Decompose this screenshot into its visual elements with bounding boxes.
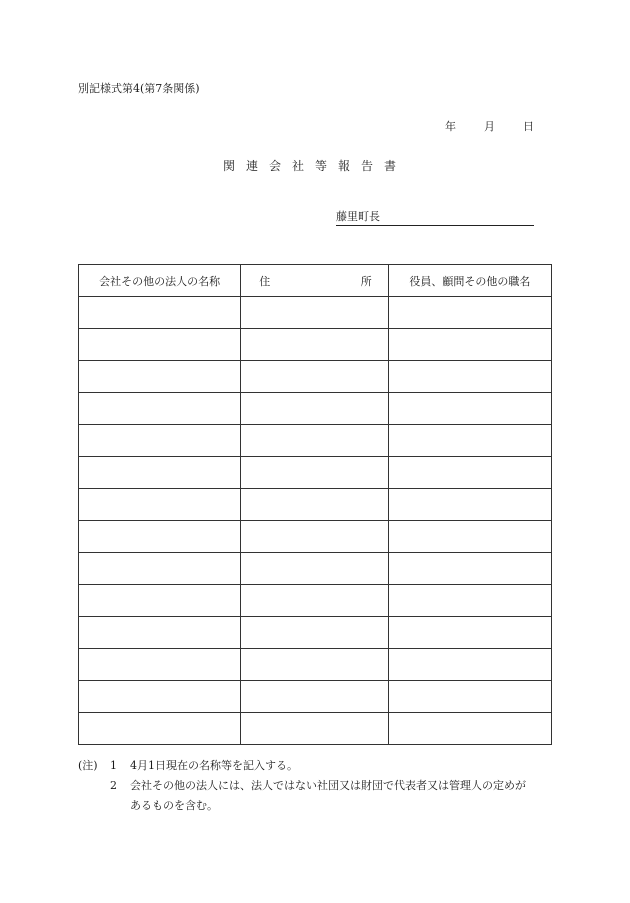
table-body — [79, 297, 552, 745]
table-row — [79, 457, 552, 489]
table-row — [79, 553, 552, 585]
officer-title-cell[interactable] — [388, 425, 551, 457]
note-item-1 — [78, 756, 550, 776]
officer-title-cell[interactable] — [388, 585, 551, 617]
report-table — [78, 264, 552, 745]
table-header-row — [79, 265, 552, 297]
company-name-cell[interactable] — [79, 713, 241, 745]
date-day: 日 — [523, 120, 534, 133]
table-row — [79, 521, 552, 553]
address-cell[interactable] — [241, 297, 389, 329]
company-name-cell[interactable] — [79, 393, 241, 425]
company-name-cell[interactable] — [79, 489, 241, 521]
address-cell[interactable] — [241, 425, 389, 457]
address-cell[interactable] — [241, 649, 389, 681]
officer-title-cell[interactable] — [388, 617, 551, 649]
company-name-cell[interactable] — [79, 425, 241, 457]
table-row — [79, 585, 552, 617]
recipient-name: 藤里町長 — [336, 210, 380, 223]
address-cell[interactable] — [241, 457, 389, 489]
date-line — [445, 118, 534, 134]
company-name-cell[interactable] — [79, 617, 241, 649]
table-row — [79, 617, 552, 649]
officer-title-cell[interactable] — [388, 681, 551, 713]
table-row — [79, 329, 552, 361]
officer-title-cell[interactable] — [388, 297, 551, 329]
table-row — [79, 393, 552, 425]
address-cell[interactable] — [241, 713, 389, 745]
date-year: 年 — [445, 120, 456, 133]
officer-title-cell[interactable] — [388, 713, 551, 745]
table-row — [79, 425, 552, 457]
officer-title-cell[interactable] — [388, 393, 551, 425]
header-company-name: 会社その他の法人の名称 — [79, 265, 241, 297]
table-row — [79, 361, 552, 393]
header-address-right: 所 — [360, 274, 372, 288]
address-cell[interactable] — [241, 393, 389, 425]
table-row — [79, 489, 552, 521]
table-row — [79, 681, 552, 713]
note-continuation: あるものを含む。 — [130, 799, 218, 812]
form-reference: 別記様式第4(第7条関係) — [78, 82, 200, 95]
table-row — [79, 297, 552, 329]
address-cell[interactable] — [241, 681, 389, 713]
company-name-cell[interactable] — [79, 297, 241, 329]
note-text: 会社その他の法人には、法人ではない社団又は財団で代表者又は管理人の定めが — [130, 779, 526, 792]
company-name-cell[interactable] — [79, 361, 241, 393]
address-cell[interactable] — [241, 329, 389, 361]
company-name-cell[interactable] — [79, 681, 241, 713]
table-row — [79, 649, 552, 681]
address-cell[interactable] — [241, 521, 389, 553]
officer-title-cell[interactable] — [388, 457, 551, 489]
officer-title-cell[interactable] — [388, 329, 551, 361]
officer-title-cell[interactable] — [388, 489, 551, 521]
header-address — [241, 265, 389, 297]
notes — [78, 756, 550, 816]
address-cell[interactable] — [241, 553, 389, 585]
note-number: 2 — [110, 779, 117, 792]
company-name-cell[interactable] — [79, 457, 241, 489]
note-text: 4月1日現在の名称等を記入する。 — [130, 759, 298, 772]
company-name-cell[interactable] — [79, 553, 241, 585]
address-cell[interactable] — [241, 361, 389, 393]
address-cell[interactable] — [241, 585, 389, 617]
company-name-cell[interactable] — [79, 329, 241, 361]
header-address-left: 住 — [259, 274, 271, 288]
address-cell[interactable] — [241, 489, 389, 521]
header-officer-title: 役員、顧問その他の職名 — [388, 265, 551, 297]
company-name-cell[interactable] — [79, 521, 241, 553]
officer-title-cell[interactable] — [388, 521, 551, 553]
date-month: 月 — [484, 120, 495, 133]
company-name-cell[interactable] — [79, 585, 241, 617]
table-row — [79, 713, 552, 745]
notes-label: (注) — [78, 759, 98, 772]
officer-title-cell[interactable] — [388, 553, 551, 585]
document-title: 関連会社等報告書 — [222, 159, 407, 173]
note-number: 1 — [110, 759, 117, 772]
note-item-2 — [78, 776, 550, 796]
officer-title-cell[interactable] — [388, 649, 551, 681]
company-name-cell[interactable] — [79, 649, 241, 681]
address-cell[interactable] — [241, 617, 389, 649]
officer-title-cell[interactable] — [388, 361, 551, 393]
recipient-line — [336, 208, 534, 226]
